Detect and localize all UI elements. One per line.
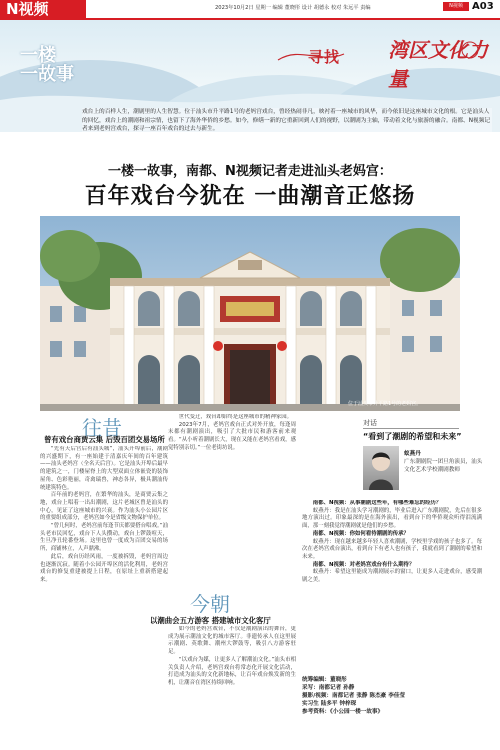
intro-paragraph: 戏台上的百样人生，潮剧里的人生智慧。位于汕头市升平路1号的老妈宫戏台，曾经热闹非凡，映衬着一座城市的风华，而今依旧是这座城市文化的根。它是汕头人的回忆，戏台上的潮剧和祖宗情，也留下了海外华侨的乡愁。如今，修缮一新的它重新回到人们的视野，以潮剧为主轴，带动着文化与旅游的融合。南都、N视频记者来到老妈宫戏台，探寻一座百年戏台的过去与新生。 [82,109,491,133]
paragraph: 此后，戏台历经风雨，一度被拆毁，老妈宫周边也逐渐沉寂。随着小公园开埠区的活化利用，老妈宫戏台的修复重建被提上日程，在原址上重新搭建起来。 [40,553,168,583]
edition-tag: N视频 [443,2,469,11]
credits [302,676,492,716]
dialogue-title: “看到了潮剧的希望和未来” [363,432,462,441]
page-number: A03 [472,1,494,12]
photo-caption: 位于汕头市升平路1号的老妈宫。 [348,401,422,407]
qa-answer: 蚁燕丹：我是在汕头学习潮剧的，毕业后进入广东潮剧院，先后在很多地方演出过。印象最深的是在海外演出，看到台下的华侨观众听得泪流满面，那一刻我觉得潮剧就是他们的乡愁。 [302,507,482,530]
section-heading-past: 往昔 [82,416,122,440]
paragraph: “以戏台为媒，让更多人了解潮汕文化。”汕头市相关负责人介绍，老妈宫戏台将常态化开展文化活动，打造成为汕头的文化新地标，让百年戏台焕发新的生机，让潮音在湾区持续回响。 [168,656,296,686]
hero-title: 湾区文化力量 [388,38,488,91]
interviewee-bio [404,450,484,474]
series-tag: 一楼 一故事 [20,45,74,85]
paragraph: 百年前的老妈宫，在繁华的汕头，是商贾云集之地，戏台上唱着一出出潮剧，这片老城区曾是汕头的中心，见证了这座城市的兴衰。作为汕头小公园片区的重要组成部分，老妈宫如今是省级文物保护单位。 [40,492,168,522]
section-heading-present: 今朝 [190,592,230,616]
qa-answer: 蚁燕丹：现在越来越多年轻人喜欢潮剧，学校里学戏的孩子也多了。每次在老妈宫戏台演出，看到台下有老人也有孩子，我就看到了潮剧的希望和未来。 [302,538,482,560]
temple-photo [40,216,460,411]
paragraph: “先有天后宫后有汕头城”，汕头开埠前后，潮剧的兴盛期下，有一座始建于清嘉庆年间的百年建筑——汕头老妈宫（全名天后宫）。它是汕头开埠后最早的建筑之一，门楼屋脊上的大型双面立体嵌瓷的装饰屋角、色彩艳丽，奇禽瑞兽，神态各异，极具潮汕传统建筑特色。 [40,446,168,491]
dateline: 2023年10月2日 星期一 编辑 董晓彤 设计 胡德永 校对 朱远平 责编 [215,5,371,11]
interviewee-portrait [363,446,399,490]
paragraph: 如今的老妈宫戏台，不仅是潮剧演出的舞台，更成为展示潮汕文化的城市客厅。非遗传承人在这里展示潮剧、英歌舞、潮州大锣鼓等，吸引八方游客驻足。 [168,626,296,656]
paragraph: “曾几何时，老妈宫前每逢节庆都要搭台唱戏。”汕头老市民回忆，戏台下人头攒动，戏台上锣鼓喧天，生旦净丑轮番登场。这里也曾一度成为百团交易的场所，商铺林立，人声鼎沸。 [40,523,168,553]
body-column-3 [168,626,296,736]
paragraph: 世代变迁，戏台却始终是这座城市的精神家园。 [178,414,293,420]
body-column-2 [168,414,296,574]
main-headline: 百年戏台今犹在 一曲潮音正悠扬 [84,183,416,209]
divider [363,428,459,429]
qa-question: 南都、N视频：对老妈宫戏台有什么期待？ [312,561,415,568]
interviewee-name: 蚁燕丹 [404,451,421,457]
qa-answer: 蚁燕丹：希望这里能成为潮剧展示的窗口，让更多人走进戏台，感受潮剧之美。 [302,569,482,584]
credit-line: 统筹编辑：董晓彤 [302,677,347,683]
kicker-headline: 一楼一故事，南都、N视频记者走进汕头老妈宫： [108,164,392,179]
section-subheading-past: 曾有戏台商贾云集 后毁百团交易场所 [44,435,165,444]
hero-title-prefix: 寻找 [308,48,341,66]
credit-line: 摄影/视频：南都记者 张静 陈杰豪 李佳莹 [302,693,405,699]
qa-question: 南都、N视频：从事潮剧这些年，有哪些难忘的经历？ [312,500,442,506]
qa-question: 南都、N视频：你如何看待潮剧的传承？ [312,530,409,537]
credit-line: 参考资料：《小公园一楼一故事》 [302,709,384,715]
paragraph: 2023年7月，老妈宫戏台正式对外开放，每逢周末都有潮剧演出，吸引了大批市民和游客前来观看。“从小听着潮剧长大，现在又能在老妈宫看戏，感觉特别亲切。”一位老街坊说。 [168,421,296,451]
body-column-1 [40,446,168,736]
section-subheading-present: 以潮曲会五方游客 搭建城市文化客厅 [150,616,271,625]
dialogue-label: 对话 [363,419,377,427]
brand-logo: N视频 [0,0,86,18]
credit-line: 采写：南都记者 孙静 [302,685,355,691]
interviewee-title: 广东潮剧院一团旦角演员，汕头文化艺术学校潮剧教师 [404,459,483,473]
credit-line: 实习生 陆多平 钟梓琛 [302,701,357,707]
